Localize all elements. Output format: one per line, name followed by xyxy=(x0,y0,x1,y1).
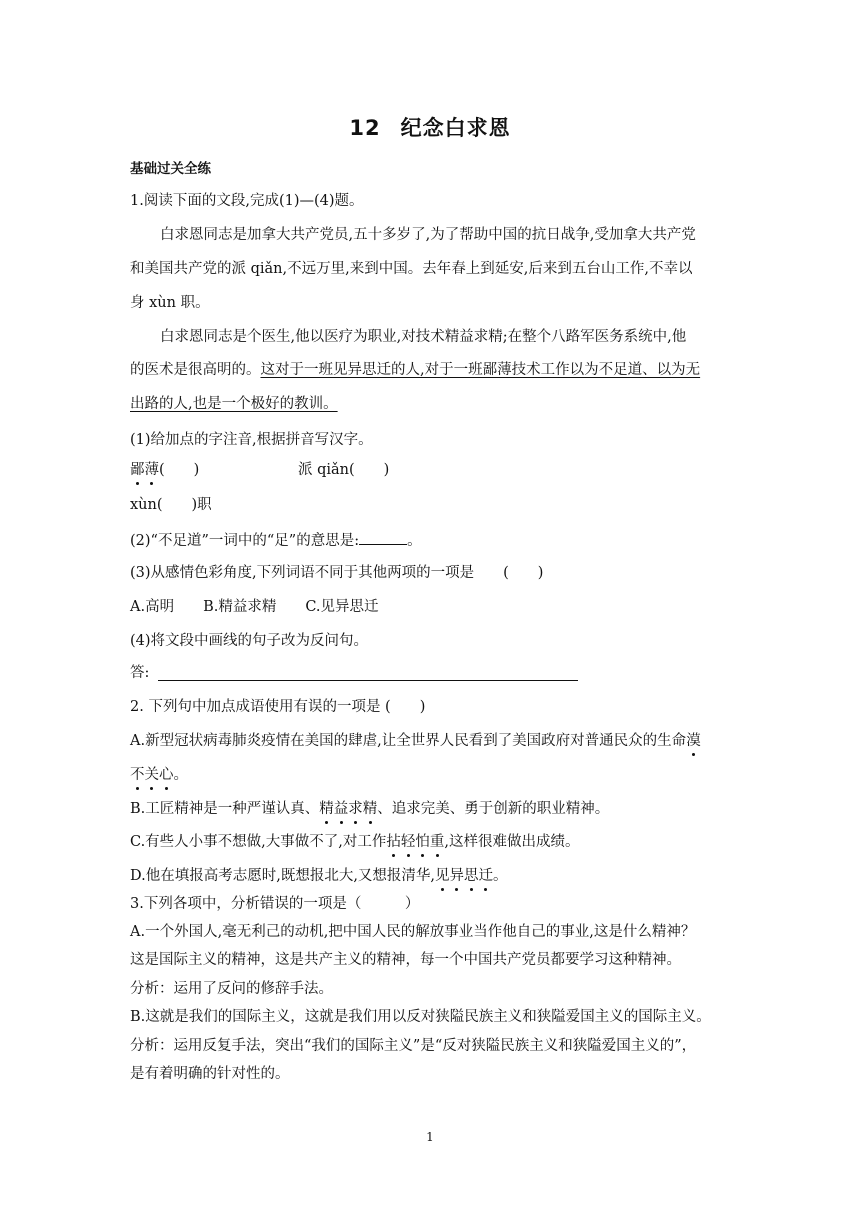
dotted-char: 怕 xyxy=(415,834,430,850)
dotted-char: 不 xyxy=(130,767,145,783)
page-title xyxy=(0,112,860,142)
dotted-char: 思 xyxy=(464,868,479,884)
q1-sub1-item-b: 派 qiǎn( ) xyxy=(298,462,390,478)
dotted-char: 见 xyxy=(435,868,450,884)
dotted-char: 心 xyxy=(159,767,174,783)
dotted-char: 迁 xyxy=(478,868,494,884)
q3-option-b-line1: B.这就是我们的国际主义，这就是我们用以反对狭隘民族主义和狭隘爱国主义的国际主义。 xyxy=(130,1009,711,1025)
dotted-char: 求 xyxy=(348,801,363,817)
q1-sub1-item-c: xùn( )职 xyxy=(130,497,212,513)
dotted-char: 轻 xyxy=(400,834,416,850)
q2-stem: 2. 下列句中加点成语使用有误的一项是 ( ) xyxy=(130,699,426,715)
option-text: 、追求完美、勇于创新的职业精神。 xyxy=(377,801,610,817)
sub2-text: (2)“不足道”一词中的“足”的意思是: xyxy=(130,533,360,549)
q3-option-b-analysis-line2: 是有着明确的针对性的。 xyxy=(130,1066,290,1082)
q1-passage-p2-line3 xyxy=(130,394,730,414)
answer-line xyxy=(158,680,578,681)
blank-paren: ( ) xyxy=(159,462,200,478)
q3-option-a-line2: 这是国际主义的精神，这是共产主义的精神，每一个中国共产党员都要学习这种精神。 xyxy=(130,952,681,968)
q1-passage-p2-line1: 白求恩同志是个医生,他以医疗为职业,对技术精益求精;在整个八路军医务系统中,他 xyxy=(160,329,687,345)
page-number: 1 xyxy=(426,1130,434,1144)
q1-sub2 xyxy=(130,529,730,551)
answer-label: 答: xyxy=(130,665,150,681)
option-text: D.他在填报高考志愿时,既想报北大,又想报清华, xyxy=(130,868,436,884)
q1-sub3: (3)从感情色彩角度,下列词语不同于其他两项的一项是 ( ) xyxy=(130,565,544,581)
sub2-end: 。 xyxy=(407,533,422,549)
dotted-char: 异 xyxy=(449,868,465,884)
passage-text: 的医术是很高明的。 xyxy=(130,362,261,378)
option-text: C.有些人小事不想做,大事做不了,对工作 xyxy=(130,834,387,850)
underlined-sentence: 这对于一班见异思迁的人,对于一班鄙薄技术工作以为不足道、以为无 xyxy=(260,362,701,378)
q1-passage-p2-line2 xyxy=(130,360,730,380)
q2-option-c xyxy=(130,832,730,852)
q3-option-a-analysis: 分析：运用了反问的修辞手法。 xyxy=(130,981,333,997)
lesson-title: 纪念白求恩 xyxy=(400,116,511,140)
q3-option-b-analysis-line1: 分析：运用反复手法，突出“我们的国际主义”是“反对狭隘民族主义和狭隘爱国主义的”， xyxy=(130,1038,697,1054)
dotted-char: 精 xyxy=(319,801,334,817)
q2-option-a-line1 xyxy=(130,731,730,751)
dotted-char: 关 xyxy=(144,767,159,783)
option-text: B.工匠精神是一种严谨认真、 xyxy=(130,801,320,817)
section-heading: 基础过关全练 xyxy=(130,161,211,177)
q3-option-a-line1: A.一个外国人,毫无利己的动机,把中国人民的解放事业当作他自己的事业,这是什么精神？ xyxy=(130,924,696,940)
dotted-char: 重 xyxy=(429,834,445,850)
dotted-char: 薄 xyxy=(144,462,159,478)
dotted-char: 鄙 xyxy=(130,462,145,478)
q1-sub4: (4)将文段中画线的句子改为反问句。 xyxy=(130,633,369,649)
dotted-char: 漠 xyxy=(686,733,701,749)
q3-stem: 3.下列各项中，分析错误的一项是（ ） xyxy=(130,896,420,912)
q1-passage-p1-line3: 身 xùn 职。 xyxy=(130,295,210,311)
option-text: ,这样很难做出成绩。 xyxy=(444,834,580,850)
q1-passage-p1-line1: 白求恩同志是加拿大共产党员,五十多岁了,为了帮助中国的抗日战争,受加拿大共产党 xyxy=(160,227,696,243)
dotted-char: 益 xyxy=(333,801,349,817)
dotted-char: 拈 xyxy=(386,834,401,850)
q1-passage-p1-line2: 和美国共产党的派 qiǎn,不远万里,来到中国。去年春上到延安,后来到五台山工作,不幸以 xyxy=(130,261,693,277)
q1-stem: 1.阅读下面的文段,完成(1)—(4)题。 xyxy=(130,193,364,209)
dotted-char: 精 xyxy=(362,801,378,817)
fill-blank xyxy=(359,529,407,545)
option-text: 。 xyxy=(173,767,188,783)
option-text: A.新型冠状病毒肺炎疫情在美国的肆虐,让全世界人民看到了美国政府对普通民众的生命 xyxy=(130,733,687,749)
option-text: 。 xyxy=(493,868,508,884)
q1-sub1: (1)给加点的字注音,根据拼音写汉字。 xyxy=(130,432,373,448)
q2-option-d xyxy=(130,866,730,886)
lesson-number: 12 xyxy=(349,116,381,140)
q2-option-a-line2 xyxy=(130,765,730,785)
q2-option-b xyxy=(130,799,730,819)
underlined-sentence-end: 出路的人,也是一个极好的教训。 xyxy=(130,396,338,412)
q1-sub3-options: A.高明 B.精益求精 C.见异思迁 xyxy=(130,599,379,615)
